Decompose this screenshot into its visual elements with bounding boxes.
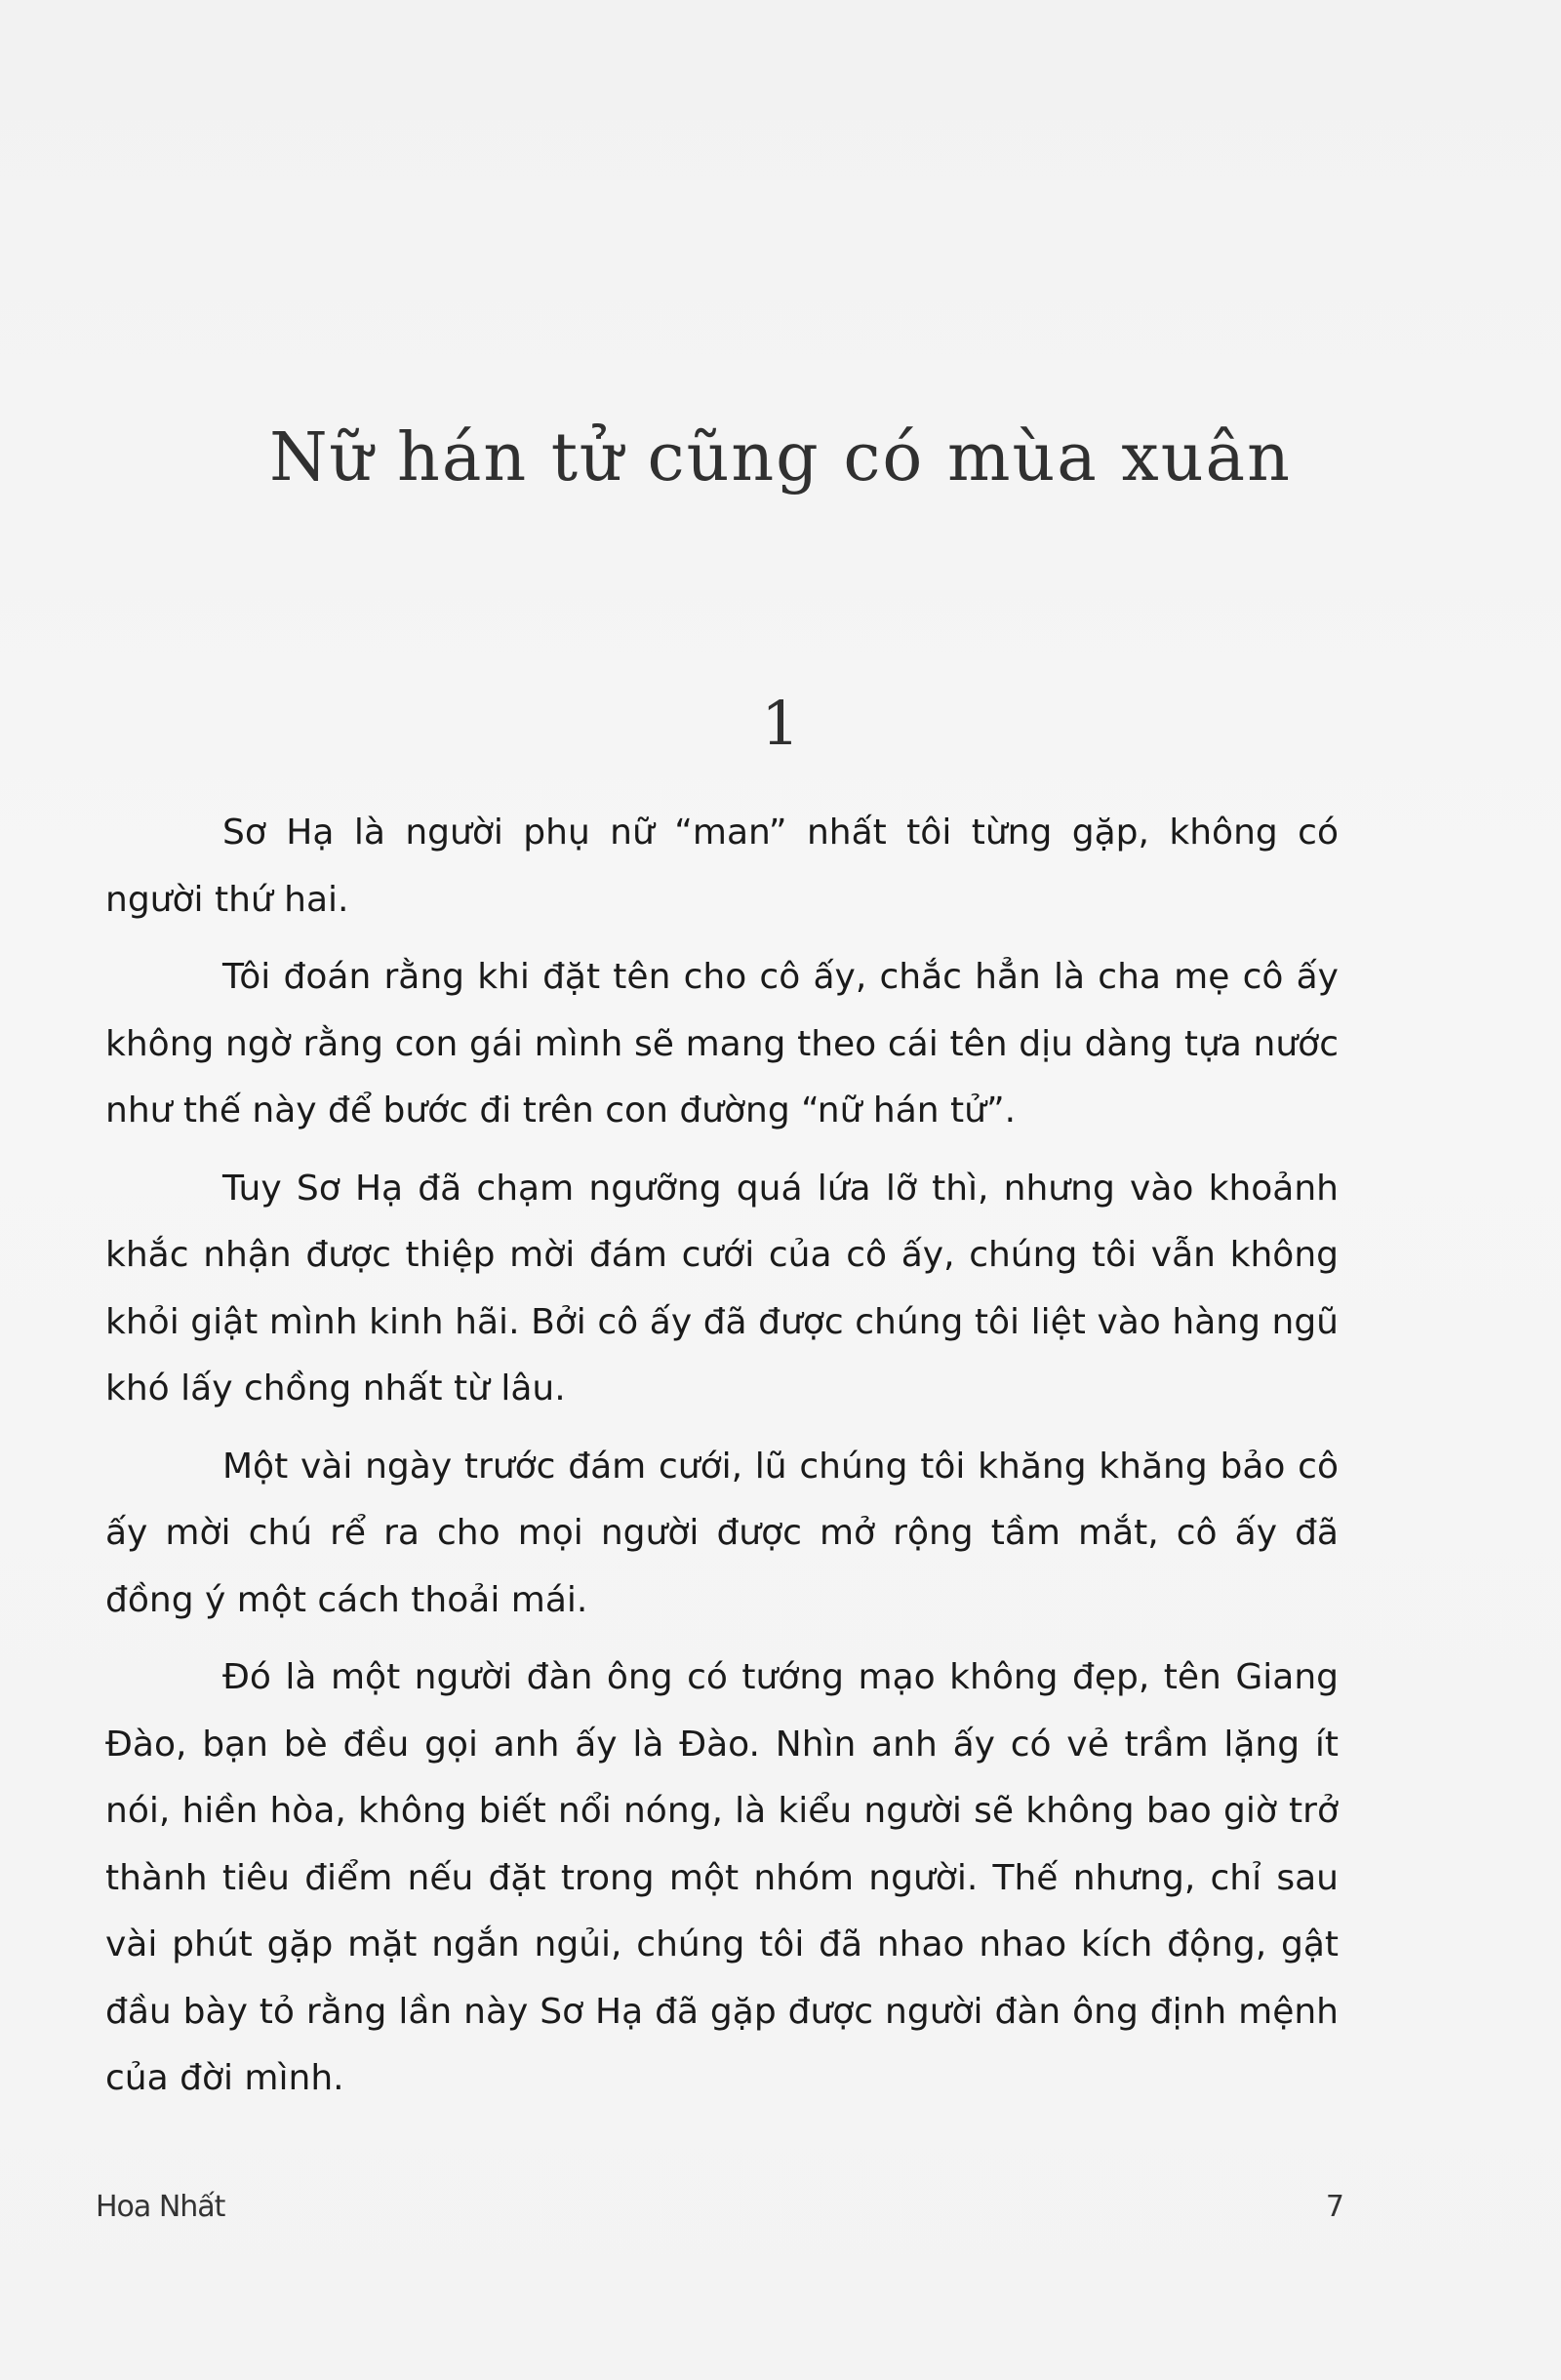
paragraph: Một vài ngày trước đám cưới, lũ chúng tôi khăng khăng bảo cô ấy mời chú rể ra cho mọi người được mở rộng tầm mắt, cô ấy đã đồng ý một cách thoải mái. — [105, 1446, 1339, 1620]
paragraph: Sơ Hạ là người phụ nữ “man” nhất tôi từng gặp, không có người thứ hai. — [105, 813, 1339, 920]
bleed-through-text: ⠀⠀⠀⠀⠀⠀⠀⠀⠀⠀⠀⠀⠀⠀⠀⠀⠀⠀⠀⠀⠀⠀⠀⠀⠀⠀⠀⠀⠀⠀⠀⠀⠀⠀⠀⠀⠀⠀⠀⠀⠀⠀⠀⠀⠀⠀⠀⠀⠀⠀⠀⠀⠀⠀⠀ — [215, 197, 1512, 233]
chapter-title: Nữ hán tử cũng có mùa xuân — [269, 419, 1292, 496]
paragraph: Đó là một người đàn ông có tướng mạo không đẹp, tên Giang Đào, bạn bè đều gọi anh ấy là Đào. Nhìn anh ấy có vẻ trầm lặng ít nói, hiền hòa, không biết nổi nóng, là kiểu người sẽ không bao giờ trở thành tiêu điểm nếu đặt trong một nhóm người. Thế nhưng, chỉ sau vài phút gặp mặt ngắn ngủi, chúng tôi đã nhao nhao kích động, gật đầu bày tỏ rằng lần này Sơ Hạ đã gặp được người đàn ông định mệnh của đời mình. — [105, 1657, 1339, 2098]
paragraph: Tôi đoán rằng khi đặt tên cho cô ấy, chắc hẳn là cha mẹ cô ấy không ngờ rằng con gái mình sẽ mang theo cái tên dịu dàng tựa nước như thế này để bước đi trên con đường “nữ hán tử”. — [105, 957, 1339, 1130]
body-text — [105, 800, 1339, 2123]
chapter-number: 1 — [761, 688, 800, 759]
paragraph: Tuy Sơ Hạ đã chạm ngưỡng quá lứa lỡ thì, nhưng vào khoảnh khắc nhận được thiệp mời đám cưới của cô ấy, chúng tôi vẫn không khỏi giật mình kinh hãi. Bởi cô ấy đã được chúng tôi liệt vào hàng ngũ khó lấy chồng nhất từ lâu. — [105, 1168, 1339, 1408]
page-number: 7 — [1325, 2190, 1344, 2224]
footer-author: Hoa Nhất — [96, 2190, 225, 2224]
